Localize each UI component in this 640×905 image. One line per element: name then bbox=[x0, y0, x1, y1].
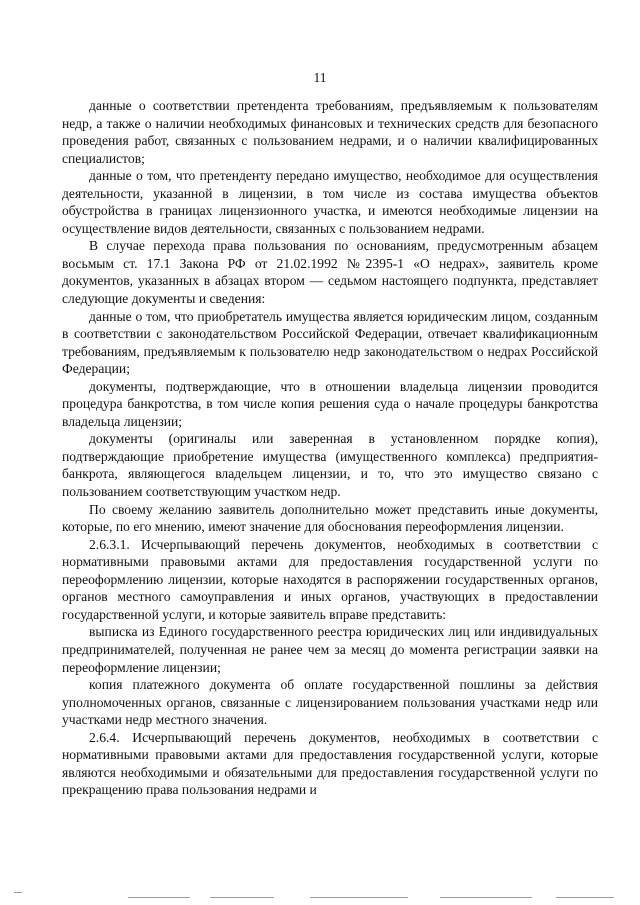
paragraph-section-2-6-3-1: 2.6.3.1. Исчерпывающий перечень документов, необходимых в соответствии с нормативными правовыми актами для предоставления государственной услуги по переоформлению лицензии, которые находятся в распоряжении государственных органов, органов местного самоуправления и иных органов, участвующих в предоставлении государственной услуги, и которые заявитель вправе представить: bbox=[62, 536, 598, 622]
scan-mark bbox=[310, 897, 408, 898]
scan-mark bbox=[14, 892, 22, 893]
paragraph-payment-copy: копия платежного документа об оплате государственной пошлины за действия уполномоченных органов, связанные с лицензированием пользования участками недр или участками недр местного значения. bbox=[62, 677, 598, 728]
paragraph-bankruptcy-documents: документы, подтверждающие, что в отношении владельца лицензии проводится процедура банкротства, в том числе копия решения суда о начале процедуры банкротства владельца лицензии; bbox=[62, 378, 598, 429]
document-body bbox=[62, 97, 598, 799]
paragraph-optional-documents: По своему желанию заявитель дополнительно может представить иные документы, которые, по его мнению, имеют значение для обоснования переоформления лицензии. bbox=[62, 501, 598, 535]
scan-mark bbox=[556, 897, 614, 898]
scan-mark bbox=[210, 897, 274, 898]
paragraph-property-acquisition: документы (оригиналы или заверенная в установленном порядке копия), подтверждающие приобретение имущества (имущественного комплекса) предприятия-банкрота, являющегося владельцем лицензии, и то, что это имущество связано с пользованием соответствующим участком недр. bbox=[62, 431, 598, 500]
paragraph-property-transferred: данные о том, что претенденту передано имущество, необходимое для осуществления деятельности, указанной в лицензии, в том числе из состава имущества объектов обустройства в границах лицензионного участка, и имеются необходимые лицензии на осуществление видов деятельности, связанных с пользованием недрами. bbox=[62, 168, 598, 236]
paragraph-applicant-compliance: данные о соответствии претендента требованиям, предъявляемым к пользователям недр, а также о наличии необходимых финансовых и технических средств для безопасного проведения работ, связанных с пользованием недрами, и о наличии квалифицированных специалистов; bbox=[62, 98, 598, 166]
scan-edge-marks bbox=[0, 886, 640, 905]
paragraph-registry-extract: выписка из Единого государственного реестра юридических лиц или индивидуальных предпринимателей, полученная не ранее чем за месяц до момента регистрации заявки на переоформление лицензии; bbox=[62, 624, 598, 675]
page-number: 11 bbox=[313, 70, 327, 85]
scan-mark bbox=[440, 897, 532, 898]
paragraph-acquirer-legal-entity: данные о том, что приобретатель имущества является юридическим лицом, созданным в соответствии с законодательством Российской Федерации, отвечает квалификационным требованиям, предъявляемым к пользователю недр законодательством о недрах Российской Федерации; bbox=[62, 308, 598, 377]
scan-mark bbox=[128, 897, 190, 898]
paragraph-section-2-6-4: 2.6.4. Исчерпывающий перечень документов, необходимых в соответствии с нормативными правовыми актами для предоставления государственной услуги, которые являются необходимыми и обязательными для предоставления государственной услуги по прекращению права пользования недрами и bbox=[62, 729, 598, 798]
paragraph-right-transfer-case: В случае перехода права пользования по основаниям, предусмотренным абзацем восьмым ст. 17.1 Закона РФ от 21.02.1992 №2395-1 «О недрах», заявитель кроме документов, указанных в абзацах втором — седьмом настоящего подпункта, представляет следующие документы и сведения: bbox=[62, 238, 598, 307]
